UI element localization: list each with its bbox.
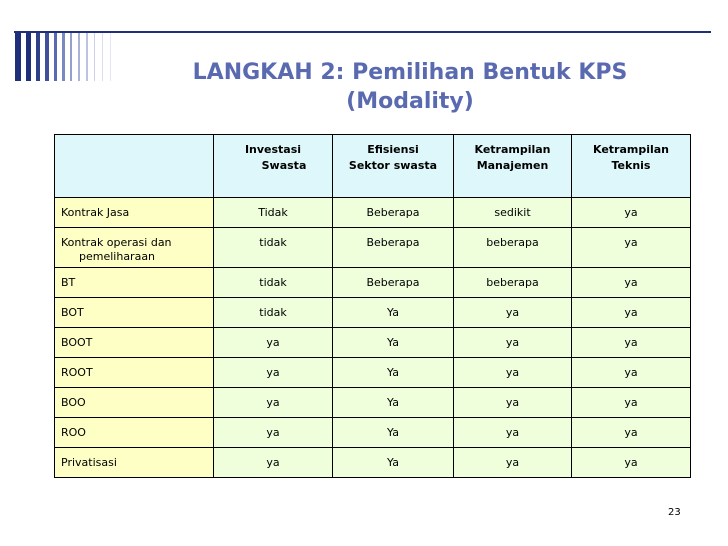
row-label <box>55 358 214 388</box>
table-row <box>55 388 691 418</box>
table-cell: ya <box>572 388 691 418</box>
table-cell: ya <box>572 298 691 328</box>
header-line: Investasi <box>244 143 302 156</box>
table-cell: ya <box>214 418 333 448</box>
row-label-text: ROO <box>61 426 86 439</box>
table-header-row <box>55 135 691 198</box>
row-label-text: Kontrak Jasa <box>61 206 130 219</box>
header-efisiensi <box>333 135 454 198</box>
table-row <box>55 418 691 448</box>
table-cell: ya <box>572 198 691 228</box>
decorative-stripes <box>15 31 125 81</box>
table-cell: beberapa <box>454 268 572 298</box>
table-row <box>55 198 691 228</box>
table-cell: ya <box>214 448 333 478</box>
row-label <box>55 228 214 268</box>
table-cell: ya <box>454 298 572 328</box>
title-line-1: LANGKAH 2: Pemilihan Bentuk KPS <box>192 60 628 85</box>
row-label <box>55 198 214 228</box>
row-label <box>55 298 214 328</box>
table-cell: ya <box>214 388 333 418</box>
table-cell: ya <box>454 448 572 478</box>
table-cell: ya <box>214 358 333 388</box>
table-cell: Ya <box>333 418 454 448</box>
table-row <box>55 298 691 328</box>
row-label <box>55 418 214 448</box>
table-cell: ya <box>454 388 572 418</box>
table-cell: Beberapa <box>333 198 454 228</box>
table-cell: Ya <box>333 358 454 388</box>
table-cell: ya <box>572 228 691 268</box>
table-cell: ya <box>454 358 572 388</box>
header-corner <box>55 135 214 198</box>
header-ketrampilan-manajemen <box>454 135 572 198</box>
header-line: Teknis <box>611 159 651 172</box>
header-line: Swasta <box>261 159 307 172</box>
row-label-text: ROOT <box>61 366 93 379</box>
table-row <box>55 268 691 298</box>
table-cell: ya <box>572 418 691 448</box>
row-label <box>55 388 214 418</box>
table-row <box>55 448 691 478</box>
table-cell: sedikit <box>454 198 572 228</box>
row-label-text: BT <box>61 276 76 289</box>
header-rule <box>14 31 711 33</box>
row-label-text: Privatisasi <box>61 456 117 469</box>
header-line: Ketrampilan <box>592 143 670 156</box>
title-line-2: (Modality) <box>346 89 474 114</box>
row-label <box>55 268 214 298</box>
table-cell: Tidak <box>214 198 333 228</box>
page-number: 23 <box>668 507 681 518</box>
table-row <box>55 228 691 268</box>
table-cell: ya <box>572 448 691 478</box>
header-line: Manajemen <box>476 159 549 172</box>
row-label <box>55 448 214 478</box>
table-cell: Ya <box>333 388 454 418</box>
table-cell: ya <box>214 328 333 358</box>
row-label <box>55 328 214 358</box>
header-line: Efisiensi <box>367 143 419 156</box>
modality-table <box>54 134 691 478</box>
table-cell: tidak <box>214 268 333 298</box>
table-row <box>55 358 691 388</box>
table-row <box>55 328 691 358</box>
header-investasi-swasta <box>214 135 333 198</box>
header-line: Sektor swasta <box>348 159 438 172</box>
table-cell: ya <box>572 358 691 388</box>
table-cell: ya <box>454 328 572 358</box>
header-line: Ketrampilan <box>474 143 551 156</box>
row-label-text-2: pemeliharaan <box>79 250 156 263</box>
row-label-text: BOO <box>61 396 86 409</box>
table-cell: Beberapa <box>333 228 454 268</box>
table-cell: tidak <box>214 298 333 328</box>
table-cell: Beberapa <box>333 268 454 298</box>
table-cell: Ya <box>333 328 454 358</box>
row-label-text: BOOT <box>61 336 93 349</box>
slide-title <box>150 58 670 116</box>
row-label-text: Kontrak operasi dan <box>61 236 172 249</box>
table-cell: ya <box>572 268 691 298</box>
table-cell: Ya <box>333 448 454 478</box>
row-label-text: BOT <box>61 306 84 319</box>
table-cell: ya <box>454 418 572 448</box>
table-cell: tidak <box>214 228 333 268</box>
table-cell: ya <box>572 328 691 358</box>
table-cell: beberapa <box>454 228 572 268</box>
table-cell: Ya <box>333 298 454 328</box>
header-ketrampilan-teknis <box>572 135 691 198</box>
